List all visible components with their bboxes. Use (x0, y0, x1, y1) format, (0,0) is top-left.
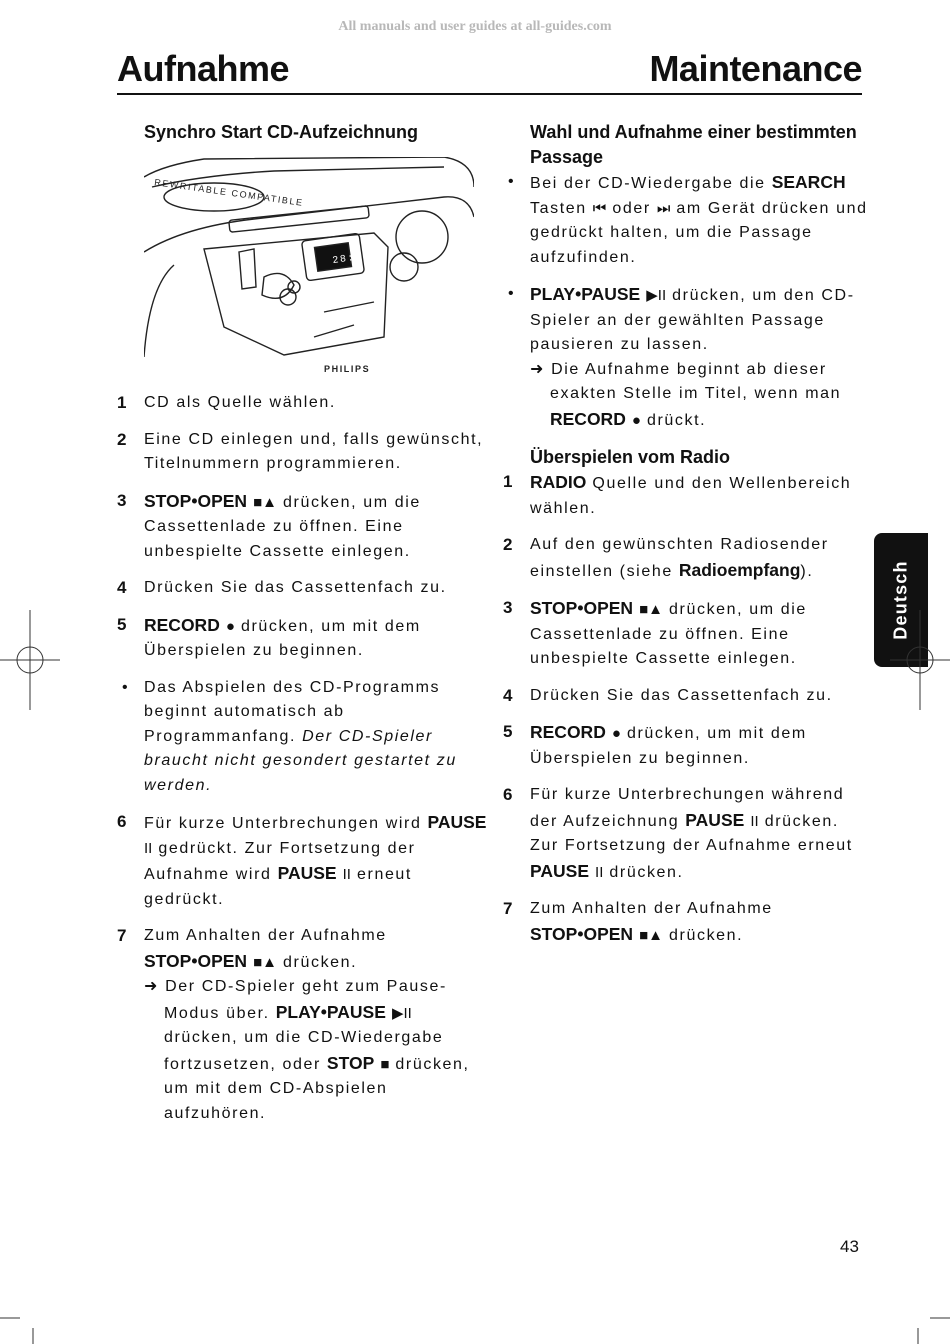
radio-step-3 (503, 596, 868, 672)
skip-forward-icon: ⏭ (656, 199, 671, 217)
step-text: drücken. Zur Fortsetzung der Aufnahme erneut (530, 812, 853, 854)
bullet-icon: • (122, 678, 130, 696)
page-title-left: Aufnahme (117, 48, 290, 89)
step-number: 4 (117, 578, 127, 597)
button-name: STOP•OPEN (144, 950, 248, 971)
step-text: Drücken Sie das Cassettenfach zu. (530, 686, 833, 704)
result-text: Der CD-Spieler geht zum Pause-Modus über. (164, 978, 447, 1022)
button-name: PAUSE (277, 863, 337, 883)
button-name: RECORD (530, 722, 606, 742)
button-name: PLAY•PAUSE (530, 284, 641, 304)
step-number: 5 (503, 722, 513, 741)
step-number: 3 (503, 598, 513, 617)
record-icon: ● (631, 411, 641, 429)
result-text: drücken, um die CD-Wiedergabe fortzusetzen, oder (164, 1029, 444, 1073)
step-number: 6 (503, 785, 513, 804)
right-column (503, 120, 868, 960)
section-title: Synchro Start CD-Aufzeichnung (144, 122, 419, 142)
step-7 (117, 924, 487, 1126)
result-note (144, 975, 487, 1126)
step-text: ). (800, 562, 814, 580)
pause-icon: II (750, 812, 759, 830)
pause-icon: II (595, 863, 604, 881)
step-text: Quelle und den Wellenbereich wählen. (530, 475, 852, 517)
pause-icon: II (342, 866, 351, 883)
button-name: RECORD (144, 614, 220, 635)
step-2 (117, 428, 487, 477)
radio-step-2 (503, 533, 868, 584)
step-number: 2 (117, 429, 127, 449)
step-text: gedrückt. Zur Fortsetzung der Aufnahme wird (144, 839, 416, 883)
note-text: oder (606, 199, 657, 217)
cross-reference: Radioempfang (678, 559, 801, 580)
step-number: 4 (503, 685, 513, 705)
registration-mark-right (890, 610, 950, 710)
note-text: drücken, um den CD-Spieler an der gewählten Passage pausieren zu lassen. (530, 287, 855, 353)
step-6 (117, 810, 487, 912)
step-number: 2 (503, 535, 513, 554)
result-note (530, 358, 868, 434)
registration-mark-left (0, 610, 60, 710)
note-text: Das Abspielen des CD-Programms beginnt automatisch ab Programmanfang. (144, 678, 441, 745)
step-1 (117, 391, 487, 416)
step-text: CD als Quelle wählen. (144, 394, 336, 411)
note-text: am Gerät drücken und gedrückt halten, um die Passage aufzufinden. (530, 199, 868, 266)
play-pause-icon: ▶II (646, 287, 667, 304)
language-tab-label: Deutsch (890, 560, 911, 640)
button-name: RECORD (550, 408, 626, 429)
section-title: Überspielen vom Radio (530, 447, 731, 467)
page-number: 43 (840, 1237, 859, 1256)
pause-icon: II (144, 839, 153, 857)
note-italic: Der CD-Spieler braucht nicht gesondert gestartet zu werden. (144, 727, 457, 794)
button-name: STOP•OPEN (530, 923, 634, 944)
step-text: drücken. (277, 953, 358, 971)
step-text: Für kurze Unterbrechungen während der Aufzeichnung (530, 786, 845, 830)
play-pause-bullet (503, 282, 868, 433)
left-column (117, 120, 487, 1138)
result-text: drücken, um mit dem CD-Abspielen aufzuhören. (164, 1055, 470, 1122)
arrow-icon: ➜ (530, 360, 546, 378)
button-name: PAUSE (530, 860, 589, 881)
section-title: Wahl und Aufnahme einer bestimmten Passage (530, 122, 857, 167)
button-name: STOP•OPEN (144, 490, 248, 511)
step-text: drücken, um die Cassettenlade zu öffnen. Eine unbespielte Cassette einlegen. (530, 601, 807, 667)
search-bullet (503, 170, 868, 270)
step-text: Drücken Sie das Cassettenfach zu. (144, 579, 447, 596)
step-number: 1 (117, 393, 127, 412)
stop-icon: ■ (380, 1055, 390, 1073)
step-text: drücken, um mit dem Überspielen zu beginnen. (144, 617, 421, 659)
display-readout: 28:50 (331, 250, 372, 268)
step-text: Zum Anhalten der Aufnahme (530, 900, 773, 917)
step-number: 7 (503, 899, 513, 918)
radio-step-6 (503, 783, 868, 885)
record-icon: ● (611, 725, 621, 742)
step-text: drücken, um mit dem Überspielen zu beginnen. (530, 725, 807, 767)
step-text: drücken. (603, 863, 684, 881)
rewritable-label: REWRITABLE COMPATIBLE (153, 177, 305, 208)
step-number: 7 (117, 926, 127, 945)
step-text: drücken. (663, 926, 744, 944)
button-name: PAUSE (427, 812, 487, 832)
radio-step-5 (503, 720, 868, 771)
cd-player-drawing (144, 157, 474, 379)
button-name: STOP•OPEN (530, 598, 634, 618)
step-number: 1 (503, 472, 513, 491)
step-number: 3 (117, 490, 127, 510)
radio-step-7 (503, 897, 868, 948)
header-rule (117, 93, 862, 95)
step-text: Zum Anhalten der Aufnahme (144, 927, 387, 944)
note-text: Tasten (530, 199, 593, 217)
record-icon: ● (225, 617, 235, 635)
stop-eject-icon: ■▲ (639, 926, 664, 944)
arrow-icon: ➜ (144, 978, 160, 995)
radio-step-4 (503, 684, 868, 709)
note-bullet (117, 676, 487, 799)
step-text: erneut gedrückt. (144, 866, 412, 908)
page-title-right: Maintenance (649, 48, 862, 89)
step-4 (117, 576, 487, 601)
brand-label: PHILIPS (324, 364, 371, 374)
step-text: Für kurze Unterbrechungen wird (144, 815, 428, 832)
step-3 (117, 489, 487, 565)
radio-step-1 (503, 470, 868, 521)
button-name: PLAY•PAUSE (275, 1001, 386, 1022)
note-text: Bei der CD-Wiedergabe die (530, 175, 772, 192)
crop-marks-bottom (0, 1290, 950, 1344)
stop-eject-icon: ■▲ (639, 601, 664, 618)
stop-eject-icon: ■▲ (253, 953, 278, 971)
step-number: 5 (117, 614, 127, 634)
button-name: PAUSE (685, 809, 745, 830)
button-name: SEARCH (771, 172, 846, 192)
bullet-icon: • (508, 285, 516, 302)
skip-back-icon: ⏮ (592, 199, 607, 217)
stop-eject-icon: ■▲ (253, 493, 278, 511)
result-text: Die Aufnahme beginnt ab dieser exakten Stelle im Titel, wenn man (550, 360, 842, 402)
step-text: drücken, um die Cassettenlade zu öffnen. Eine unbespielte Cassette einlegen. (144, 493, 421, 560)
step-5 (117, 613, 487, 664)
bullet-icon: • (508, 173, 516, 190)
result-text: drückt. (640, 411, 707, 429)
button-name: STOP (326, 1052, 375, 1073)
device-illustration (144, 157, 474, 379)
step-text: Eine CD einlegen und, falls gewünscht, Titelnummern programmieren. (144, 430, 484, 472)
step-number: 6 (117, 812, 127, 831)
play-pause-icon: ▶II (391, 1004, 412, 1022)
button-name: RADIO (530, 472, 587, 492)
watermark: All manuals and user guides at all-guides.com (338, 19, 612, 34)
step-text: Auf den gewünschten Radiosender einstellen (siehe (530, 536, 829, 580)
